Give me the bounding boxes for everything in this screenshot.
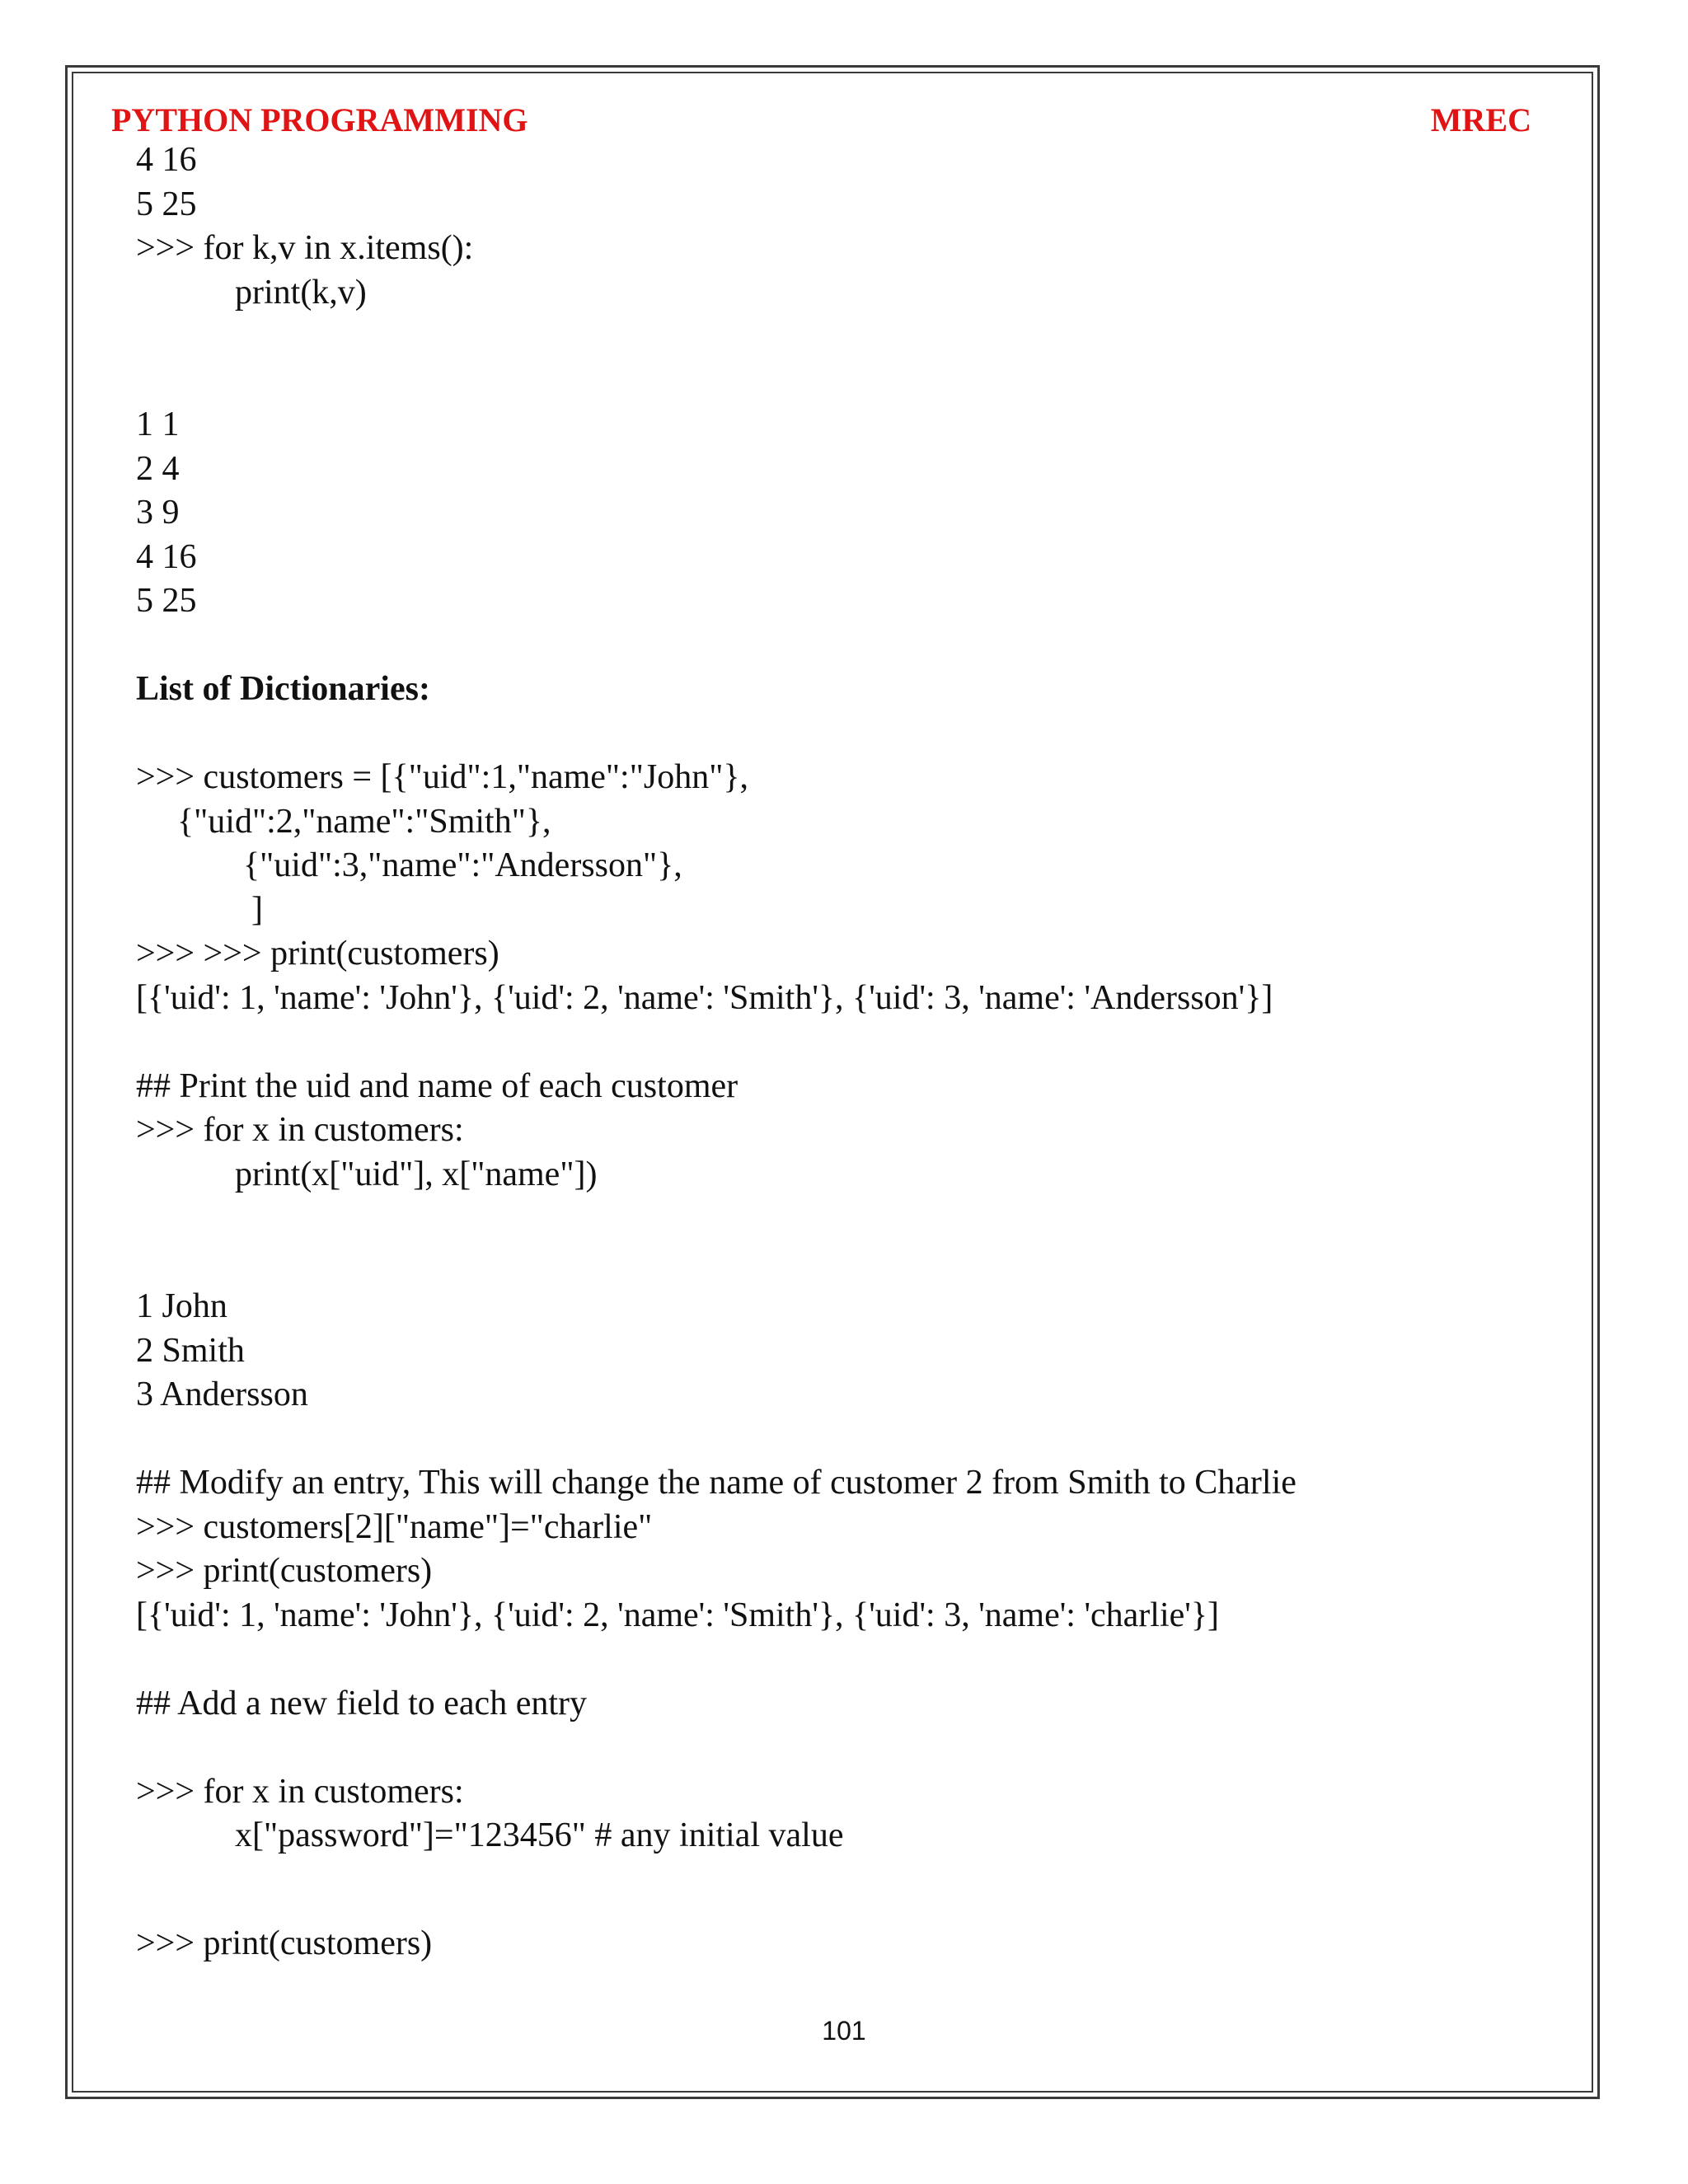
code-line: >>> for x in customers:	[136, 1111, 464, 1149]
spacer	[136, 359, 1570, 404]
output-line: [{'uid': 1, 'name': 'John'}, {'uid': 2, 'name': 'Smith'}, {'uid': 3, 'name': 'Andersson'}]	[136, 978, 1273, 1017]
output-line: 4 16	[136, 537, 197, 576]
output-line: 3 9	[136, 494, 180, 532]
code-line: >>> print(customers)	[136, 1552, 433, 1590]
comment-line: ## Add a new field to each entry	[136, 1684, 587, 1722]
spacer	[136, 1197, 1570, 1241]
code-line: {"uid":3,"name":"Andersson"},	[243, 846, 682, 884]
spacer	[136, 1418, 1570, 1462]
spacer	[136, 1020, 1570, 1065]
output-line: 1 John	[136, 1287, 227, 1325]
output-line: 1 1	[136, 405, 180, 443]
code-line: >>> customers = [{"uid":1,"name":"John"},	[136, 758, 749, 796]
spacer	[136, 624, 1570, 668]
code-line: >>> >>> print(customers)	[136, 935, 499, 972]
output-line: 5 25	[136, 582, 197, 620]
page-number: 101	[822, 2016, 866, 2046]
page-content	[136, 138, 1570, 1966]
output-line: 3 Andersson	[136, 1376, 308, 1413]
output-line: 2 Smith	[136, 1331, 245, 1370]
code-line: ]	[251, 890, 263, 929]
code-line: >>> for k,v in x.items():	[136, 229, 474, 267]
section-heading: List of Dictionaries:	[136, 670, 430, 708]
code-line: >>> print(customers)	[136, 1924, 433, 1962]
spacer	[136, 1638, 1570, 1682]
output-line: [{'uid': 1, 'name': 'John'}, {'uid': 2, 'name': 'Smith'}, {'uid': 3, 'name': 'charlie'}]	[136, 1596, 1219, 1634]
output-line: 4 16	[136, 141, 197, 179]
spacer	[136, 1241, 1570, 1286]
output-line: 5 25	[136, 185, 197, 223]
header-course-title: PYTHON PROGRAMMING	[111, 101, 528, 138]
spacer	[136, 1858, 1570, 1903]
header-institution: MREC	[1430, 101, 1531, 138]
code-line: >>> for x in customers:	[136, 1772, 464, 1811]
spacer	[136, 1726, 1570, 1770]
code-line: >>> customers[2]["name"]="charlie"	[136, 1507, 653, 1546]
comment-line: ## Modify an entry, This will change the name of customer 2 from Smith to Charlie	[136, 1464, 1296, 1502]
spacer	[136, 712, 1570, 757]
spacer	[136, 1902, 1570, 1922]
code-line: {"uid":2,"name":"Smith"},	[177, 802, 551, 841]
spacer	[136, 315, 1570, 359]
code-line: print(x["uid"], x["name"])	[235, 1155, 598, 1193]
output-line: 2 4	[136, 449, 180, 488]
code-line: x["password"]="123456" # any initial value	[235, 1816, 844, 1854]
code-line: print(k,v)	[235, 273, 367, 312]
comment-line: ## Print the uid and name of each customer	[136, 1066, 738, 1105]
